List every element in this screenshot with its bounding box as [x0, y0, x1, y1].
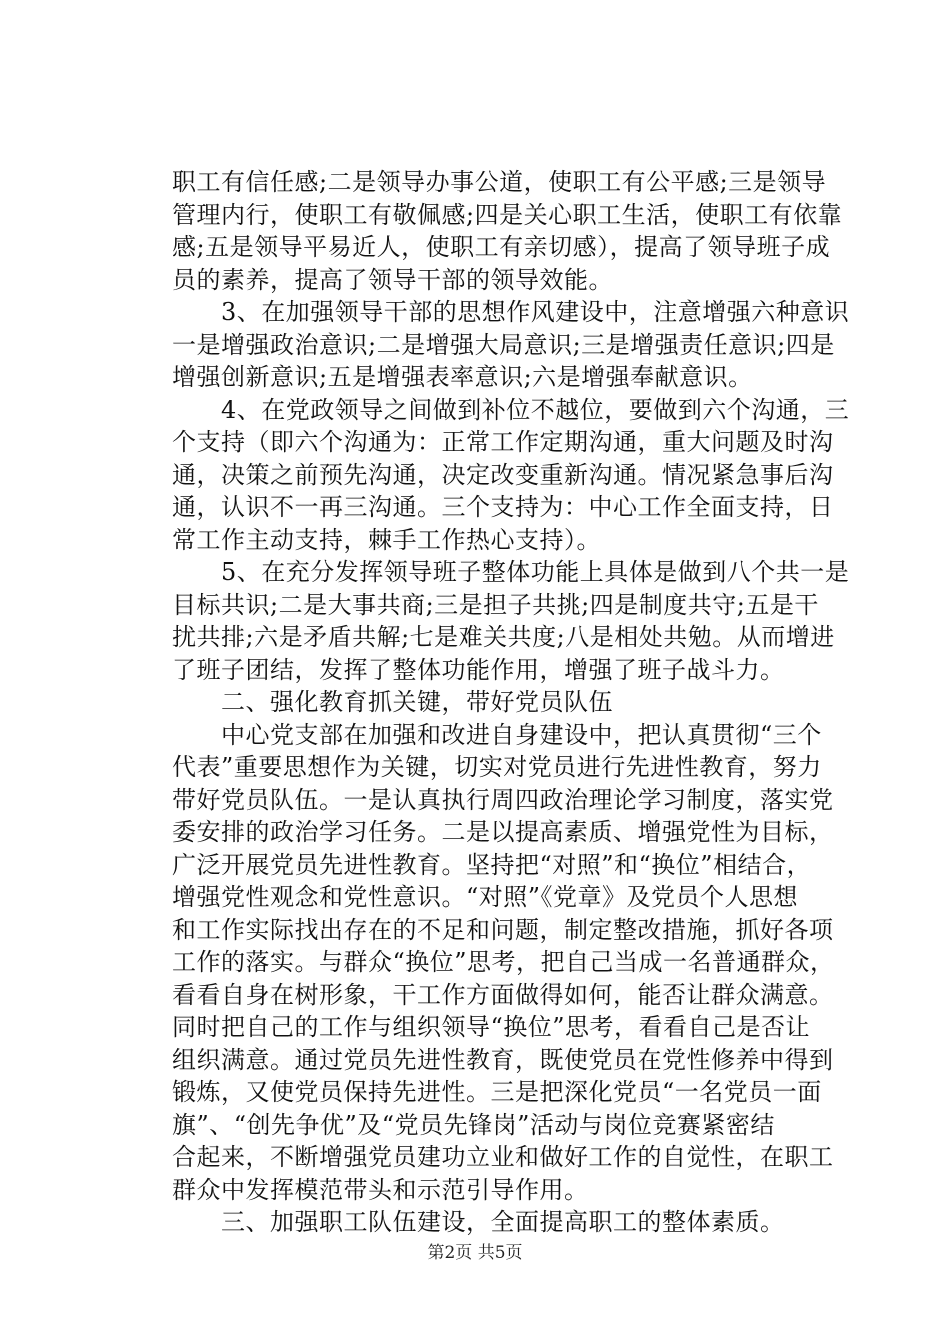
- text-line: 旗”、“创先争优”及“党员先锋岗”活动与岗位竞赛紧密结: [172, 1110, 775, 1139]
- text-line: 群众中发挥模范带头和示范引导作用。: [172, 1175, 589, 1204]
- text-line: 代表”重要思想作为关键，切实对党员进行先进性教育，努力: [172, 753, 822, 781]
- text-line: 5、在充分发挥领导班子整体功能上具体是做到八个共一是: [172, 558, 850, 586]
- text-line: 和工作实际找出存在的不足和问题，制定整改措施，抓好各项: [172, 915, 834, 944]
- text-line: 锻炼，又使党员保持先进性。三是把深化党员“一名党员一面: [172, 1078, 822, 1106]
- text-line: 4、在党政领导之间做到补位不越位，要做到六个沟通，三: [172, 395, 850, 424]
- text-line: 委安排的政治学习任务。二是以提高素质、增强党性为目标，: [172, 818, 834, 846]
- text-line: 通，认识不一再三沟通。三个支持为：中心工作全面支持，日: [172, 493, 834, 521]
- text-line: 带好党员队伍。一是认真执行周四政治理论学习制度，落实党: [172, 785, 834, 814]
- text-line: 扰共排;六是矛盾共解;七是难关共度;八是相处共勉。从而增进: [172, 623, 835, 651]
- text-line: 个支持（即六个沟通为：正常工作定期沟通，重大问题及时沟: [172, 428, 834, 456]
- text-line: 管理内行，使职工有敬佩感;四是关心职工生活，使职工有依靠: [172, 200, 843, 229]
- text-line: 三、加强职工队伍建设，全面提高职工的整体素质。: [172, 1208, 785, 1236]
- page-footer: 第2页 共5页: [427, 1243, 523, 1263]
- text-line: 二、强化教育抓关键，带好党员队伍: [172, 688, 613, 716]
- text-line: 员的素养，提高了领导干部的领导效能。: [172, 265, 613, 294]
- text-line: 感;五是领导平易近人，使职工有亲切感），提高了领导班子成: [172, 233, 831, 261]
- text-line: 通，决策之前预先沟通，决定改变重新沟通。情况紧急事后沟: [172, 460, 834, 489]
- text-line: 广泛开展党员先进性教育。坚持把“对照”和“换位”相结合，: [172, 850, 812, 879]
- text-line: 了班子团结，发挥了整体功能作用，增强了班子战斗力。: [172, 655, 785, 684]
- text-line: 目标共识;二是大事共商;三是担子共挑;四是制度共守;五是干: [172, 590, 819, 619]
- text-line: 增强党性观念和党性意识。“对照”《党章》及党员个人思想: [172, 883, 799, 911]
- text-line: 增强创新意识;五是增强表率意识;六是增强奉献意识。: [172, 363, 753, 391]
- text-line: 同时把自己的工作与组织领导“换位”思考，看看自己是否让: [172, 1013, 811, 1041]
- text-line: 一是增强政治意识;二是增强大局意识;三是增强责任意识;四是: [172, 330, 835, 359]
- text-line: 合起来，不断增强党员建功立业和做好工作的自觉性，在职工: [172, 1143, 834, 1171]
- text-line: 常工作主动支持，棘手工作热心支持）。: [172, 525, 601, 554]
- document-body: [172, 166, 850, 1239]
- text-line: 中心党支部在加强和改进自身建设中，把认真贯彻“三个: [172, 720, 822, 749]
- text-line: 看看自身在树形象，干工作方面做得如何，能否让群众满意。: [172, 980, 834, 1009]
- text-line: 职工有信任感;二是领导办事公道，使职工有公平感;三是领导: [172, 168, 827, 196]
- text-line: 组织满意。通过党员先进性教育，既使党员在党性修养中得到: [172, 1045, 834, 1074]
- text-line: 3、在加强领导干部的思想作风建设中，注意增强六种意识: [172, 298, 850, 326]
- text-line: 工作的落实。与群众“换位”思考，把自己当成一名普通群众，: [172, 948, 835, 976]
